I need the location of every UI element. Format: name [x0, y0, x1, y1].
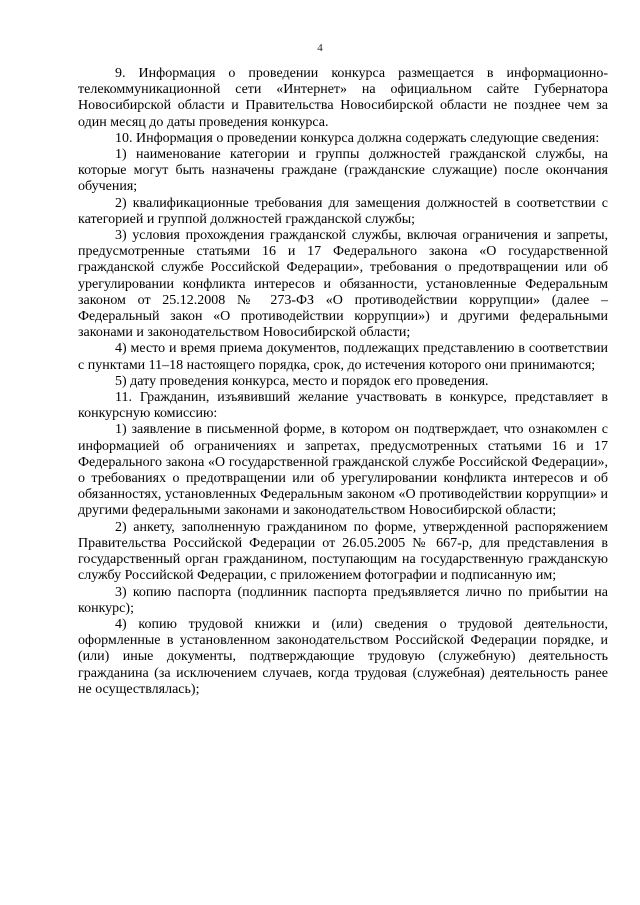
paragraph-11-item-3: 3) копию паспорта (подлинник паспорта предъявляется лично по прибытии на конкурс);	[78, 584, 608, 616]
paragraph-10-item-1: 1) наименование категории и группы должностей гражданской службы, на которые могут быть назначены граждане (гражданские служащие) после окончания обучения;	[78, 147, 608, 195]
paragraph-10-information-contents: 10. Информация о проведении конкурса должна содержать следующие сведения:	[115, 130, 600, 146]
paragraph-10-item-4: 4) место и время приема документов, подлежащих представлению в соответствии с пунктами 11–18 настоящего порядка, срок, до истечения которого они принимаются;	[78, 341, 608, 373]
document-body	[78, 66, 608, 698]
paragraph-11-item-2: 2) анкету, заполненную гражданином по форме, утвержденной распоряжением Правительства Российской Федерации от 26.05.2005 № 667-р, для представления в государственный орган гражданином, поступающим на государственную гражданскую службу Российской Федерации, с приложением фотографии и подписанную им;	[78, 519, 608, 584]
page-number: 4	[317, 42, 323, 54]
paragraph-10-item-2: 2) квалификационные требования для замещения должностей в соответствии с категорией и группой должностей гражданской службы;	[78, 195, 608, 227]
paragraph-10-item-5: 5) дату проведения конкурса, место и порядок его проведения.	[115, 373, 489, 389]
paragraph-11-item-4: 4) копию трудовой книжки и (или) сведения о трудовой деятельности, оформленные в установленном законодательством Российской Федерации порядке, и (или) иные документы, подтверждающие трудовую (служебную) деятельность гражданина (за исключением случаев, когда трудовая (служебная) деятельность ранее не осуществлялась);	[78, 616, 608, 697]
paragraph-11-documents: 11. Гражданин, изъявивший желание участвовать в конкурсе, представляет в конкурсную комиссию:	[78, 390, 608, 422]
paragraph-10-item-3: 3) условия прохождения гражданской службы, включая ограничения и запреты, предусмотренные статьями 16 и 17 Федерального закона «О государственной гражданской службе Российской Федерации», требования о предотвращении или об урегулировании конфликта интересов и обязанности, установленные Федеральным законом от 25.12.2008 № 273-ФЗ «О противодействии коррупции» (далее – Федеральный закон «О противодействии коррупции») и другими федеральными законами и законодательством Новосибирской области;	[78, 228, 608, 341]
paragraph-11-item-1: 1) заявление в письменной форме, в котором он подтверждает, что ознакомлен с информацией об ограничениях и запретах, предусмотренных статьями 16 и 17 Федерального закона «О государственной гражданской службе Российской Федерации», о требованиях о предотвращении или об урегулировании конфликта интересов и об обязанностях, установленных Федеральным законом «О противодействии коррупции» и другими федеральными законами и законодательством Новосибирской области;	[78, 422, 608, 519]
paragraph-9-publication: 9. Информация о проведении конкурса размещается в информационно-телекоммуникационной сети «Интернет» на официальном сайте Губернатора Новосибирской области и Правительства Новосибирской области не позднее чем за один месяц до даты проведения конкурса.	[78, 66, 608, 130]
